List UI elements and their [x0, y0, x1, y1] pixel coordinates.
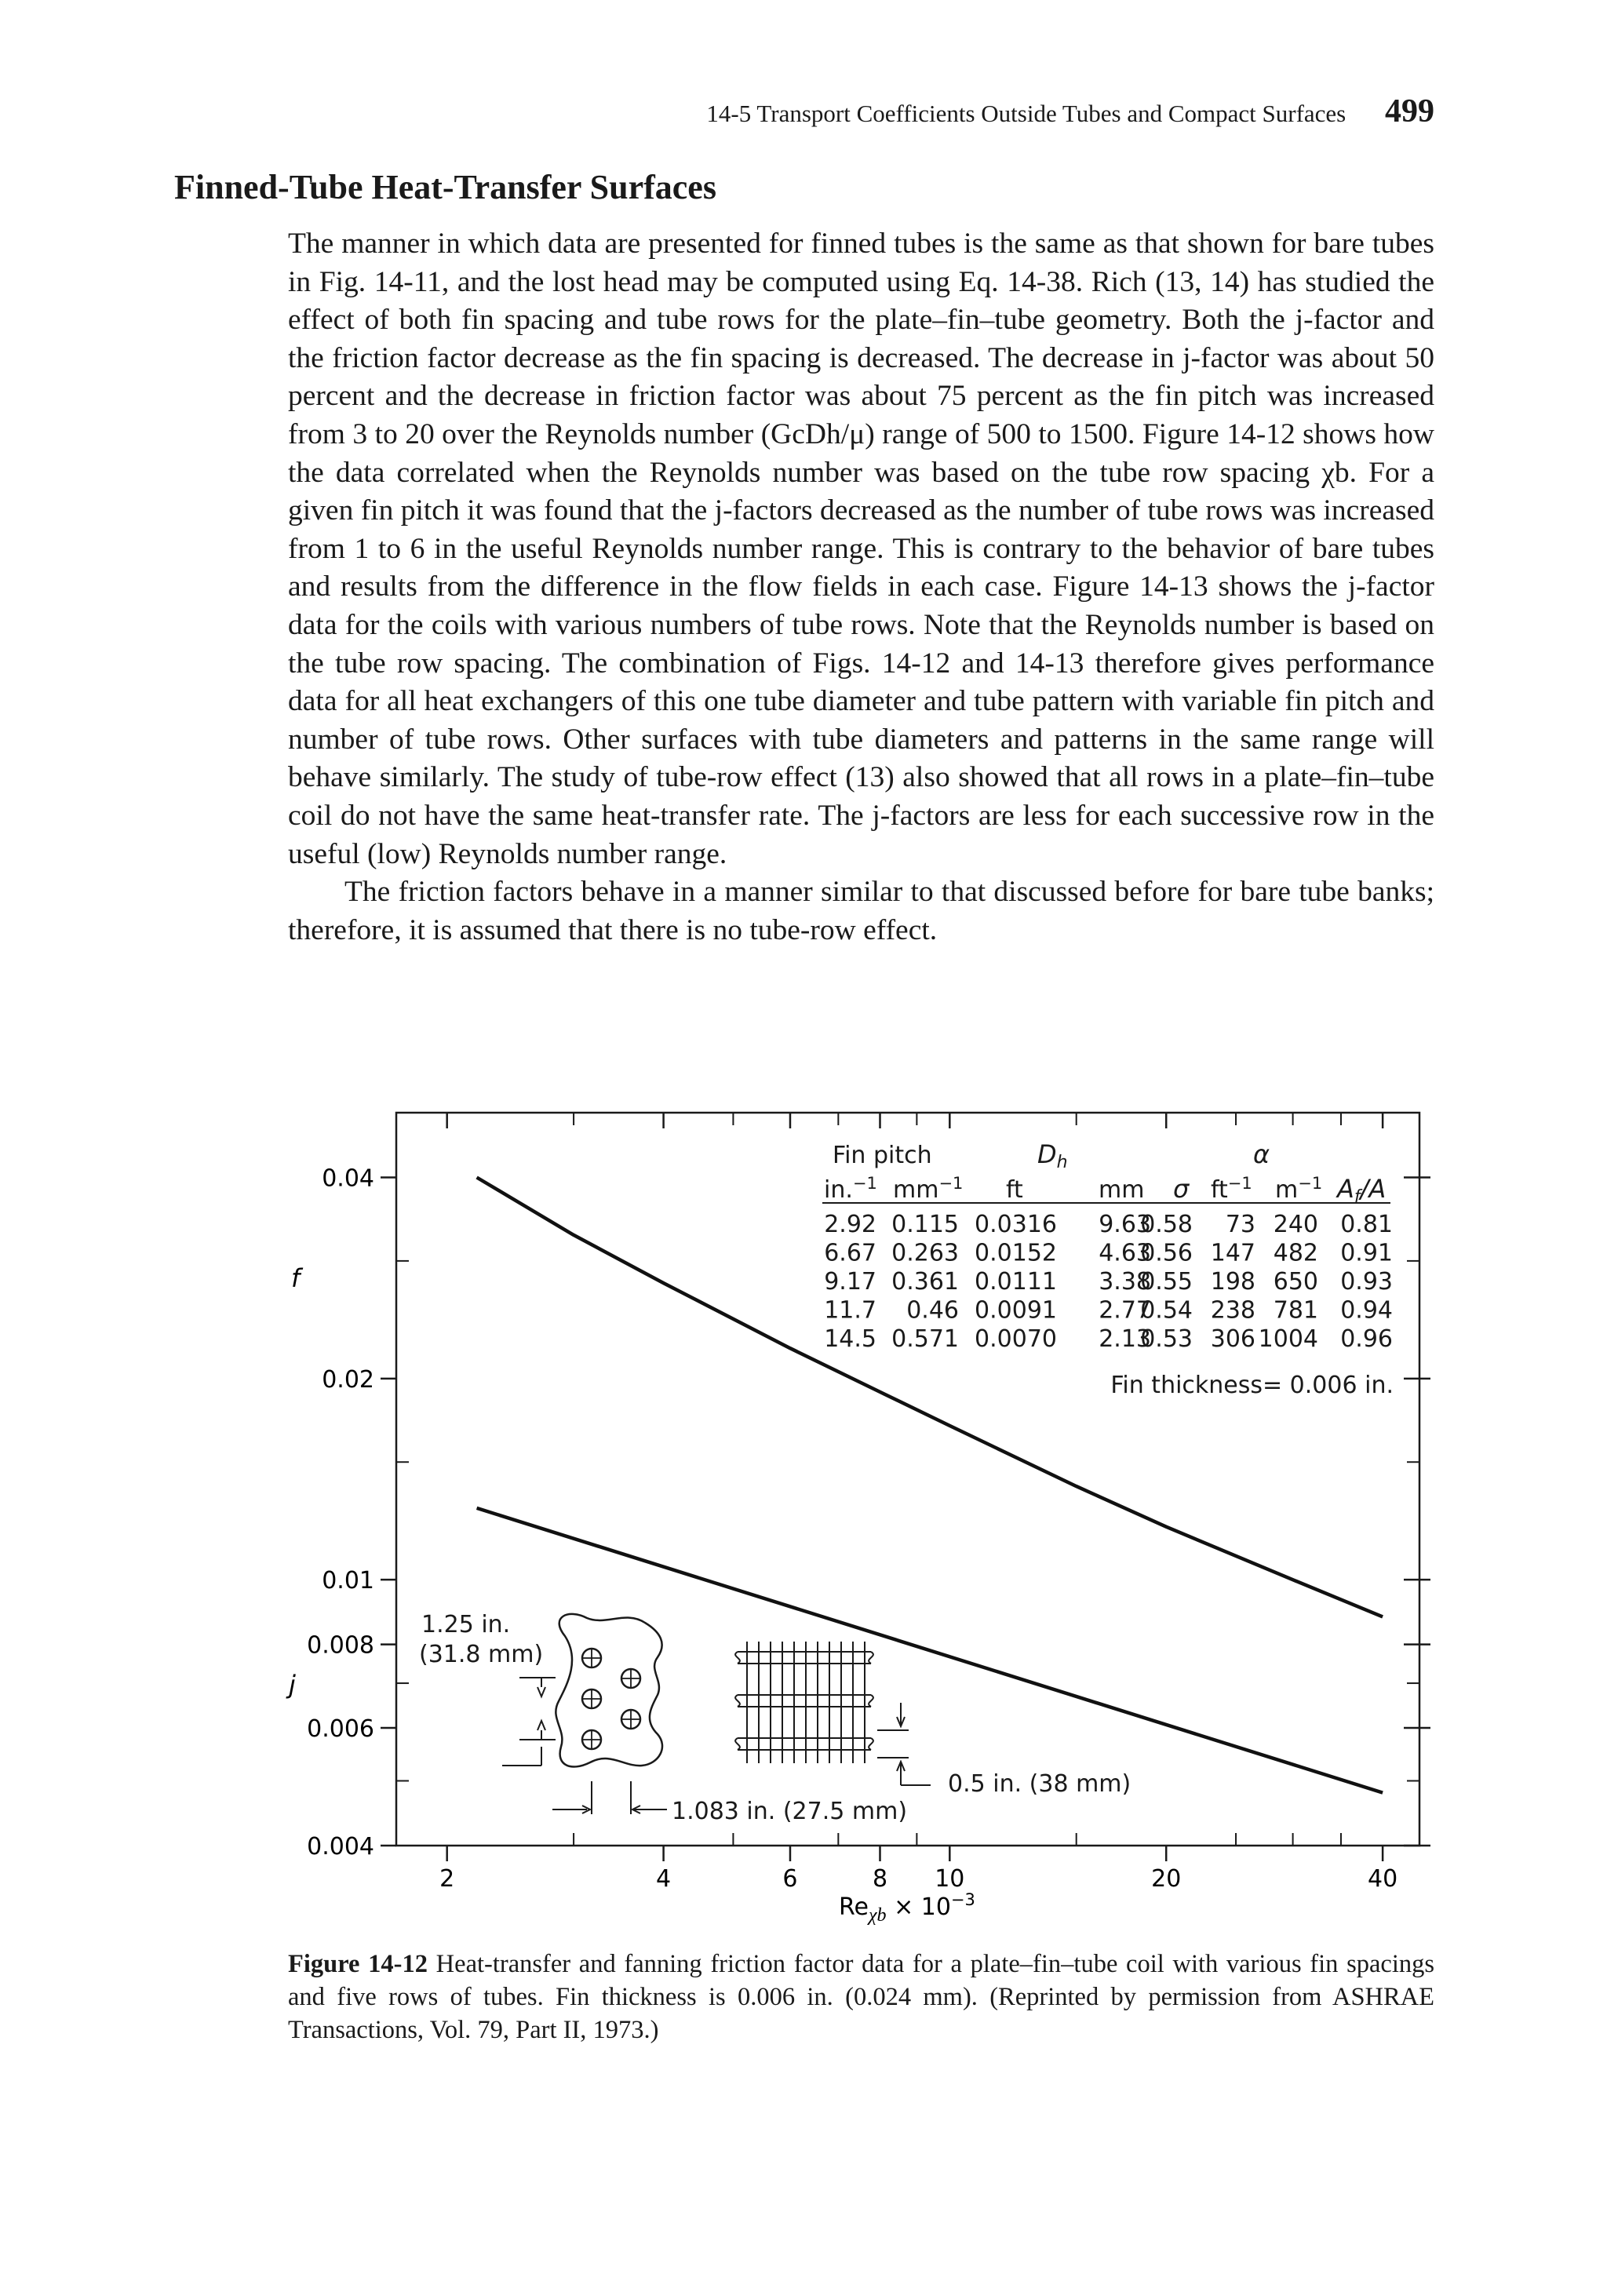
paragraph: The friction factors behave in a manner similar to that discussed before for bare tube banks; therefore, it is assumed that there is no tube-row effect.	[288, 876, 1434, 946]
table-cell: 0.0111	[975, 1268, 1057, 1296]
pitch-dimension-lines	[552, 1781, 667, 1814]
table-cell: 306	[1210, 1325, 1255, 1353]
table-col-ft-inv: $ft^{-1}$	[1211, 1174, 1252, 1204]
table-cell: 4.63	[1099, 1239, 1151, 1267]
tube-spacing-metric-label: (31.8 mm)	[419, 1641, 544, 1668]
fin-thickness-note: Fin thickness= 0.006 in.	[1110, 1372, 1394, 1399]
table-cell: 238	[1210, 1296, 1255, 1325]
table-cell: 0.91	[1340, 1239, 1393, 1267]
fin-data-table	[822, 1139, 1394, 1399]
depth-dimension-lines	[877, 1703, 931, 1785]
table-col-mm2: mm	[1099, 1176, 1145, 1204]
x-tick-label: 6	[782, 1865, 798, 1893]
y-tick-label: 0.006	[307, 1715, 374, 1744]
spacing-dimension-lines	[502, 1678, 556, 1766]
section-title: Finned-Tube Heat-Transfer Surfaces	[174, 168, 716, 206]
table-cell: 2.77	[1099, 1296, 1151, 1325]
table-cell: 2.92	[824, 1211, 876, 1238]
x-tick-label: 40	[1368, 1865, 1398, 1893]
x-tick-label: 10	[935, 1865, 965, 1893]
table-col-in: in.$^{-1}$	[824, 1174, 877, 1204]
table-cell: 0.96	[1340, 1325, 1393, 1353]
table-cell: 482	[1273, 1239, 1318, 1267]
y-tick-label: 0.02	[322, 1365, 374, 1394]
table-cell: 0.94	[1340, 1296, 1393, 1325]
x-tick-label: 4	[656, 1865, 672, 1893]
table-cell: 14.5	[824, 1325, 876, 1353]
table-col-ft: ft	[1006, 1176, 1023, 1204]
tube-symbols	[582, 1649, 640, 1749]
fin-depth-label: 0.5 in. (38 mm)	[948, 1770, 1131, 1798]
axis-label-j: j	[289, 1670, 296, 1700]
x-tick-label: 2	[439, 1865, 455, 1893]
caption-text: Heat-transfer and fanning friction factor data for a plate–fin–tube coil with various fin spacings and five rows of tubes. Fin thickness is 0.006 in. (0.024 mm). (Reprinted by permission from ASHRAE Transactions, Vol. 79, Part II, 1973.)	[288, 1950, 1435, 2044]
table-cell: 0.115	[891, 1211, 959, 1238]
table-cell: 0.0070	[975, 1325, 1057, 1353]
axis-label-f: f	[291, 1263, 301, 1293]
table-cell: 650	[1273, 1268, 1318, 1296]
table-header-alpha: α	[1253, 1139, 1270, 1169]
table-cell: 2.13	[1099, 1325, 1151, 1353]
table-col-sigma: σ	[1173, 1174, 1190, 1204]
running-head-title: 14-5 Transport Coefficients Outside Tubes and Compact Surfaces	[706, 100, 1346, 127]
y-tick-label: 0.004	[307, 1833, 374, 1860]
figure-caption	[288, 1948, 1434, 2046]
tube-geometry-sketch	[502, 1614, 931, 1814]
table-cell: 1004	[1258, 1325, 1318, 1353]
table-cell: 9.17	[824, 1268, 876, 1296]
paragraph: The manner in which data are presented for finned tubes is the same as that shown for bare tubes in Fig. 14-11, and the lost head may be computed using Eq. 14-38. Rich (13, 14) has studied the effect of both fin spacing and tube rows for the plate–fin–tube geometry. Both the j-factor and the friction factor decrease as the fin spacing is decreased. The decrease in j-factor was about 50 percent and the decrease in friction factor was about 75 percent as the fin pitch was increased from 3 to 20 over the Reynolds number (GcDh/μ) range of 500 to 1500. Figure 14-12 shows how the data correlated when the Reynolds number was based on the tube row spacing χb. For a given fin pitch it was found that the j-factors decreased as the number of tube rows was increased from 1 to 6 in the useful Reynolds number range. This is contrary to the behavior of bare tubes and results from the difference in the flow fields in each case. Figure 14-13 shows the j-factor data for the coils with various numbers of tube rows. Note that the Reynolds number is based on the tube row spacing. The combination of Figs. 14-12 and 14-13 therefore gives performance data for all heat exchangers of this one tube diameter and tube pattern with variable fin pitch and number of tube rows. Other surfaces with tube diameters and patterns in the same range will behave similarly. The study of tube-row effect (13) also showed that all rows in a plate–fin–tube coil do not have the same heat-transfer rate. The j-factors are less for each successive row in the useful (low) Reynolds number range.	[288, 228, 1434, 870]
table-cell: 0.46	[906, 1296, 959, 1325]
table-rows	[824, 1211, 1393, 1353]
table-cell: 0.53	[1140, 1325, 1193, 1353]
page-number: 499	[1385, 93, 1434, 129]
table-cell: 0.0316	[975, 1211, 1057, 1238]
table-cell: 0.54	[1140, 1296, 1193, 1325]
curve-j	[477, 1508, 1383, 1793]
table-col-af-a: Af/A	[1337, 1174, 1387, 1207]
table-cell: 3.38	[1099, 1268, 1151, 1296]
table-cell: 0.361	[891, 1268, 959, 1296]
table-cell: 240	[1273, 1211, 1318, 1238]
y-tick-label: 0.008	[307, 1631, 374, 1660]
x-tick-label: 20	[1151, 1865, 1182, 1893]
table-cell: 147	[1210, 1239, 1255, 1267]
fin-pitch-label: 1.083 in. (27.5 mm)	[672, 1798, 908, 1825]
table-header-fin-pitch: Fin pitch	[833, 1142, 932, 1169]
table-col-mm: $mm^{-1}$	[893, 1174, 964, 1204]
table-cell: 0.263	[891, 1239, 959, 1267]
y-tick-label: 0.01	[322, 1567, 374, 1595]
y-tick-label: 0.04	[322, 1164, 374, 1193]
table-cell: 0.58	[1140, 1211, 1193, 1238]
table-cell: 0.571	[891, 1325, 959, 1353]
table-header-dh: Dh	[1037, 1139, 1068, 1172]
table-cell: 0.0152	[975, 1239, 1057, 1267]
table-cell: 0.81	[1340, 1211, 1393, 1238]
plate-fin-outline	[556, 1614, 662, 1767]
x-tick-label: 8	[872, 1865, 888, 1893]
table-cell: 9.63	[1099, 1211, 1151, 1238]
table-cell: 0.0091	[975, 1296, 1057, 1325]
x-axis-label: $Re_{\chi b} \times 10^{-3}$	[839, 1890, 975, 1926]
table-cell: 0.55	[1140, 1268, 1193, 1296]
table-cell: 0.56	[1140, 1239, 1193, 1267]
table-cell: 6.67	[824, 1239, 876, 1267]
fin-grid-sketch	[735, 1642, 873, 1763]
table-cell: 73	[1225, 1211, 1255, 1238]
table-cell: 781	[1273, 1296, 1318, 1325]
table-cell: 0.93	[1340, 1268, 1393, 1296]
caption-label: Figure 14-12	[288, 1950, 428, 1978]
table-cell: 11.7	[824, 1296, 876, 1325]
table-col-m-inv: $m^{-1}$	[1275, 1174, 1323, 1204]
tube-spacing-label: 1.25 in.	[421, 1611, 511, 1638]
table-cell: 198	[1210, 1268, 1255, 1296]
